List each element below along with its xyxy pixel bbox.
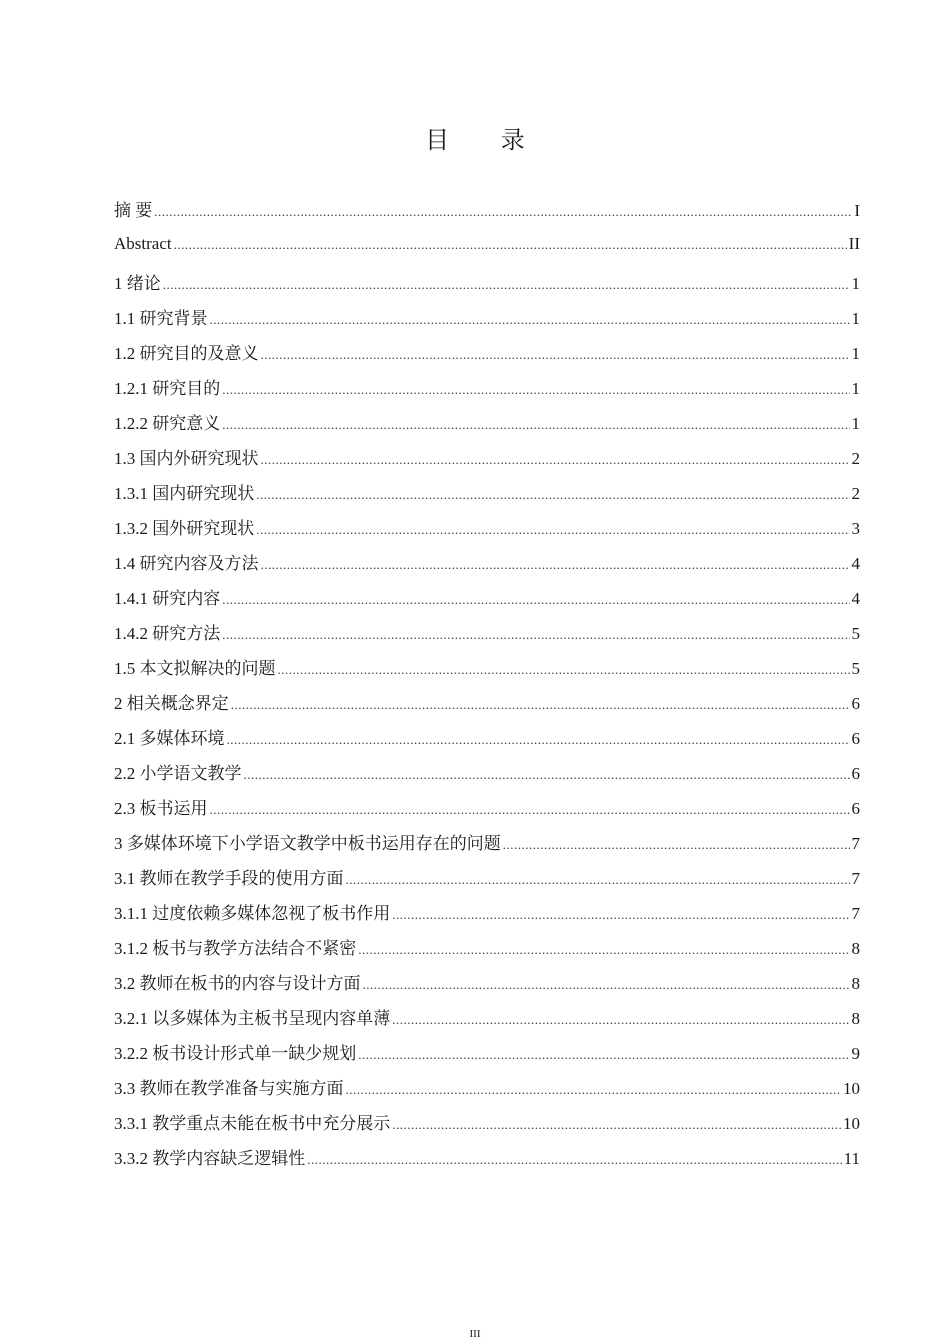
toc-entry-label: 1.2.1 研究目的 bbox=[114, 379, 221, 398]
toc-entry[interactable] bbox=[114, 304, 860, 339]
toc-entry-page: 2 bbox=[851, 484, 860, 503]
toc-entry[interactable] bbox=[114, 514, 860, 549]
toc-entry[interactable] bbox=[114, 1109, 860, 1144]
toc-entry-page: 7 bbox=[851, 904, 860, 923]
toc-leader-dots bbox=[392, 1012, 849, 1028]
toc-entry-label: 1.4.1 研究内容 bbox=[114, 589, 221, 608]
toc-entry[interactable] bbox=[114, 1004, 860, 1039]
toc-leader-dots bbox=[163, 277, 850, 293]
toc-entry[interactable] bbox=[114, 899, 860, 934]
toc-entry-page: 6 bbox=[851, 764, 860, 783]
toc-entry[interactable] bbox=[114, 409, 860, 444]
toc-entry[interactable] bbox=[114, 864, 860, 899]
toc-entry[interactable] bbox=[114, 196, 860, 234]
toc-entry[interactable] bbox=[114, 479, 860, 514]
toc-entry[interactable] bbox=[114, 934, 860, 969]
toc-entry-page: 4 bbox=[851, 589, 860, 608]
page-number: III bbox=[469, 1328, 481, 1340]
toc-entry-page: 1 bbox=[851, 379, 860, 398]
toc-leader-dots bbox=[392, 1117, 841, 1133]
toc-entry-label: 3.1.2 板书与教学方法结合不紧密 bbox=[114, 939, 357, 958]
toc-entry[interactable] bbox=[114, 794, 860, 829]
toc-entry-page: 5 bbox=[851, 624, 860, 643]
toc-entry-label: 1.4 研究内容及方法 bbox=[114, 554, 259, 573]
toc-entry-label: 3.2.2 板书设计形式单一缺少规划 bbox=[114, 1044, 357, 1063]
toc-leader-dots bbox=[222, 417, 849, 433]
toc-entry-label: 1 绪论 bbox=[114, 274, 161, 293]
toc-entry[interactable] bbox=[114, 234, 860, 269]
toc-entry-label: 3.2 教师在板书的内容与设计方面 bbox=[114, 974, 361, 993]
toc-entry[interactable] bbox=[114, 689, 860, 724]
toc-entry-label: 2.2 小学语文教学 bbox=[114, 764, 242, 783]
toc-entry-label: 3.1.1 过度依赖多媒体忽视了板书作用 bbox=[114, 904, 391, 923]
toc-entry-page: 7 bbox=[851, 834, 860, 853]
toc-entry-page: 8 bbox=[851, 974, 860, 993]
toc-entry-label: 3.1 教师在教学手段的使用方面 bbox=[114, 869, 344, 888]
toc-entry-page: 8 bbox=[851, 1009, 860, 1028]
toc-leader-dots bbox=[307, 1152, 841, 1168]
toc-entry-page: II bbox=[848, 234, 860, 253]
toc-entry-page: 1 bbox=[851, 344, 860, 363]
toc-entry-page: 9 bbox=[851, 1044, 860, 1063]
toc-leader-dots bbox=[346, 872, 850, 888]
toc-entry-label: 1.5 本文拟解决的问题 bbox=[114, 659, 276, 678]
toc-entry-label: 2.3 板书运用 bbox=[114, 799, 208, 818]
toc-leader-dots bbox=[222, 627, 849, 643]
toc-entry-page: 7 bbox=[851, 869, 860, 888]
toc-entry[interactable] bbox=[114, 1144, 860, 1179]
toc-entry-page: 6 bbox=[851, 729, 860, 748]
toc-entry-page: 6 bbox=[851, 694, 860, 713]
toc-leader-dots bbox=[244, 767, 850, 783]
toc-leader-dots bbox=[261, 557, 850, 573]
toc-entry-label: 1.1 研究背景 bbox=[114, 309, 208, 328]
toc-entry[interactable] bbox=[114, 339, 860, 374]
toc-entry[interactable] bbox=[114, 549, 860, 584]
toc-leader-dots bbox=[227, 732, 850, 748]
toc-leader-dots bbox=[256, 522, 849, 538]
toc-entry[interactable] bbox=[114, 1074, 860, 1109]
toc-leader-dots bbox=[392, 907, 849, 923]
toc-entry-page: I bbox=[854, 201, 860, 220]
toc-entry-page: 5 bbox=[851, 659, 860, 678]
toc-entry[interactable] bbox=[114, 1039, 860, 1074]
toc-entry-page: 3 bbox=[851, 519, 860, 538]
toc-entry-label: 1.2.2 研究意义 bbox=[114, 414, 221, 433]
toc-entry[interactable] bbox=[114, 444, 860, 479]
toc-entry-label: Abstract bbox=[114, 234, 172, 253]
toc-entry[interactable] bbox=[114, 619, 860, 654]
page-title: 目 录 bbox=[425, 126, 547, 154]
toc-entry-label: 3 多媒体环境下小学语文教学中板书运用存在的问题 bbox=[114, 834, 501, 853]
toc-entry-label: 3.3.2 教学内容缺乏逻辑性 bbox=[114, 1149, 306, 1168]
toc-leader-dots bbox=[261, 347, 850, 363]
toc-leader-dots bbox=[503, 837, 850, 853]
toc-entry-label: 3.3 教师在教学准备与实施方面 bbox=[114, 1079, 344, 1098]
toc-entry-label: 1.4.2 研究方法 bbox=[114, 624, 221, 643]
toc-entry[interactable] bbox=[114, 724, 860, 759]
toc-entry-page: 2 bbox=[851, 449, 860, 468]
toc-leader-dots bbox=[174, 237, 847, 253]
toc-entry-page: 6 bbox=[851, 799, 860, 818]
toc-entry-label: 2 相关概念界定 bbox=[114, 694, 229, 713]
toc-entry-label: 1.3.2 国外研究现状 bbox=[114, 519, 255, 538]
toc-leader-dots bbox=[154, 204, 852, 220]
toc-entry[interactable] bbox=[114, 584, 860, 619]
toc-leader-dots bbox=[222, 382, 849, 398]
toc-leader-dots bbox=[231, 697, 850, 713]
toc-leader-dots bbox=[261, 452, 850, 468]
toc-entry-label: 1.3 国内外研究现状 bbox=[114, 449, 259, 468]
toc-entry-label: 摘 要 bbox=[114, 201, 153, 220]
toc-leader-dots bbox=[210, 802, 850, 818]
toc-entry[interactable] bbox=[114, 269, 860, 304]
toc-leader-dots bbox=[346, 1082, 842, 1098]
toc-entry[interactable] bbox=[114, 829, 860, 864]
toc-entry-label: 3.3.1 教学重点未能在板书中充分展示 bbox=[114, 1114, 391, 1133]
toc-leader-dots bbox=[358, 942, 849, 958]
toc-leader-dots bbox=[363, 977, 850, 993]
toc-entry-label: 1.2 研究目的及意义 bbox=[114, 344, 259, 363]
toc-entry-label: 3.2.1 以多媒体为主板书呈现内容单薄 bbox=[114, 1009, 391, 1028]
toc-leader-dots bbox=[210, 312, 850, 328]
toc-leader-dots bbox=[256, 487, 849, 503]
toc-entry-label: 1.3.1 国内研究现状 bbox=[114, 484, 255, 503]
toc-entry-page: 8 bbox=[851, 939, 860, 958]
toc-entry[interactable] bbox=[114, 654, 860, 689]
toc-entry[interactable] bbox=[114, 969, 860, 1004]
toc-entry-page: 1 bbox=[851, 414, 860, 433]
toc-entry-page: 1 bbox=[851, 274, 860, 293]
toc-leader-dots bbox=[278, 662, 850, 678]
toc-entry[interactable] bbox=[114, 759, 860, 794]
toc-entry-page: 4 bbox=[851, 554, 860, 573]
toc-entry-page: 1 bbox=[851, 309, 860, 328]
toc-entry-page: 11 bbox=[843, 1149, 860, 1168]
table-of-contents bbox=[114, 196, 860, 1179]
toc-entry-page: 10 bbox=[843, 1079, 860, 1098]
toc-entry[interactable] bbox=[114, 374, 860, 409]
toc-entry-label: 2.1 多媒体环境 bbox=[114, 729, 225, 748]
toc-entry-page: 10 bbox=[843, 1114, 860, 1133]
toc-leader-dots bbox=[222, 592, 849, 608]
toc-leader-dots bbox=[358, 1047, 849, 1063]
